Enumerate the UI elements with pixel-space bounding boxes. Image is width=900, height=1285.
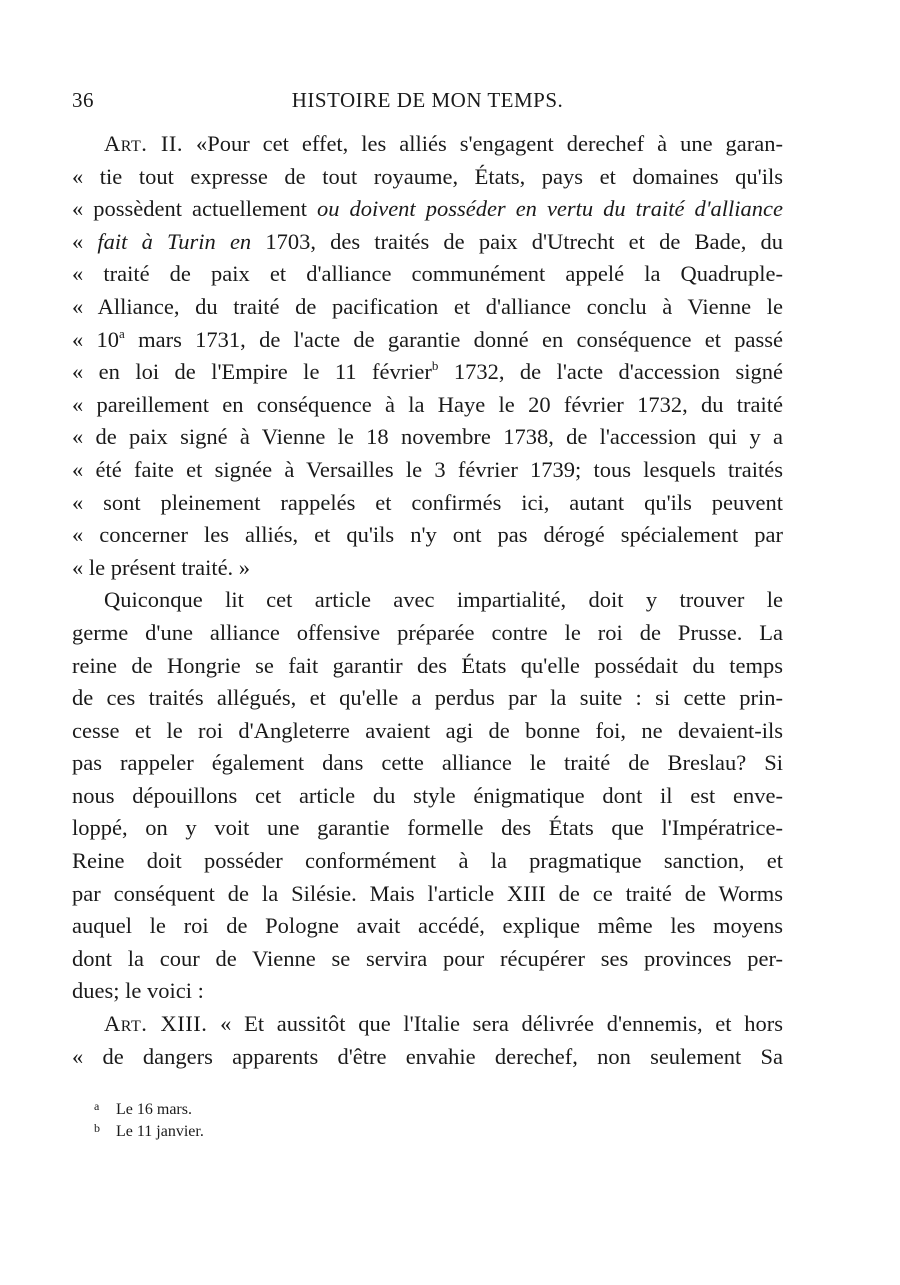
body-text: [72, 128, 783, 1073]
text-line: germe d'une alliance offensive préparée contre le roi de Prusse. La: [72, 619, 783, 645]
text-line: « été faite et signée à Versailles le 3 février 1739; tous lesquels traités: [72, 456, 783, 482]
footnote-mark: b: [94, 1121, 100, 1136]
article-xiii-quote: [72, 1008, 783, 1073]
page-number: 36: [72, 88, 94, 112]
italic-text: ou doivent posséder en vertu du traité d'alliance: [316, 196, 783, 222]
article-label: Art. XIII.: [104, 1011, 208, 1037]
text-line: dont la cour de Vienne se servira pour récupérer ses provinces per-: [72, 945, 783, 971]
running-header: [72, 84, 783, 124]
text-line: « 10$^a$ mars 1731, de l'acte de garantie donné en conséquence et passé: [72, 325, 783, 352]
text-line: « tie tout expresse de tout royaume, États, pays et domaines qu'ils: [72, 163, 783, 189]
text-line: Art. XIII. « Et aussitôt que l'Italie sera délivrée d'ennemis, et hors: [104, 1011, 783, 1037]
running-title: HISTOIRE DE MON TEMPS.: [291, 88, 564, 112]
text-line: « concerner les alliés, et qu'ils n'y ont pas dérogé spécialement par: [72, 522, 783, 548]
document-page: [72, 84, 783, 1139]
text-line: auquel le roi de Pologne avait accédé, explique même les moyens: [72, 913, 783, 939]
text-line: « possèdent actuellement ou doivent posséder en vertu du traité d'alliance: [72, 196, 783, 222]
text-line: « traité de paix et d'alliance communément appelé la Quadruple-: [72, 261, 783, 287]
footnote-mark: a: [94, 1099, 100, 1114]
text-line: de ces traités allégués, et qu'elle a perdus par la suite : si cette prin-: [72, 685, 783, 711]
commentary-paragraph: [72, 584, 783, 1008]
text-line: par conséquent de la Silésie. Mais l'article XIII de ce traité de Worms: [72, 880, 783, 906]
text-line: « fait à Turin en 1703, des traités de paix d'Utrecht et de Bade, du: [72, 228, 783, 254]
footnote: [94, 1117, 783, 1139]
footnotes: [72, 1095, 783, 1139]
text-line: loppé, on y voit une garantie formelle des États que l'Impératrice-: [72, 815, 783, 841]
footnote-ref: a: [119, 325, 125, 341]
text-line: « sont pleinement rappelés et confirmés ici, autant qu'ils peuvent: [72, 489, 783, 515]
text-line: « en loi de l'Empire le 11 février$^b$ 1732, de l'acte d'accession signé: [72, 358, 783, 385]
footnote-text: Le 11 janvier.: [116, 1123, 204, 1141]
text-line: Art. II. «Pour cet effet, les alliés s'engagent derechef à une garan-: [104, 131, 784, 156]
text-line: « Alliance, du traité de pacification et d'alliance conclu à Vienne le: [72, 293, 783, 319]
text-line: « pareillement en conséquence à la Haye le 20 février 1732, du traité: [72, 391, 783, 417]
text-line: « le présent traité. »: [72, 554, 251, 580]
text-line: Reine doit posséder conformément à la pragmatique sanction, et: [72, 848, 783, 874]
text-line: nous dépouillons cet article du style énigmatique dont il est enve-: [72, 782, 783, 808]
article-label: Art. II.: [104, 131, 183, 156]
footnote: [94, 1095, 783, 1117]
article-ii-quote: [72, 128, 783, 584]
text-line: cesse et le roi d'Angleterre avaient agi de bonne foi, ne devaient-ils: [72, 717, 783, 743]
text-line: pas rappeler également dans cette alliance le traité de Breslau? Si: [72, 750, 783, 776]
text-line: Quiconque lit cet article avec impartialité, doit y trouver le: [104, 587, 783, 613]
italic-text: fait à Turin en: [97, 228, 252, 254]
text-line: « de paix signé à Vienne le 18 novembre 1738, de l'accession qui y a: [72, 424, 783, 450]
footnote-ref: b: [431, 358, 439, 374]
text-line: dues; le voici :: [72, 978, 204, 1004]
footnote-text: Le 16 mars.: [116, 1101, 192, 1119]
text-line: « de dangers apparents d'être envahie derechef, non seulement Sa: [72, 1043, 783, 1069]
text-line: reine de Hongrie se fait garantir des États qu'elle possédait du temps: [72, 652, 783, 678]
